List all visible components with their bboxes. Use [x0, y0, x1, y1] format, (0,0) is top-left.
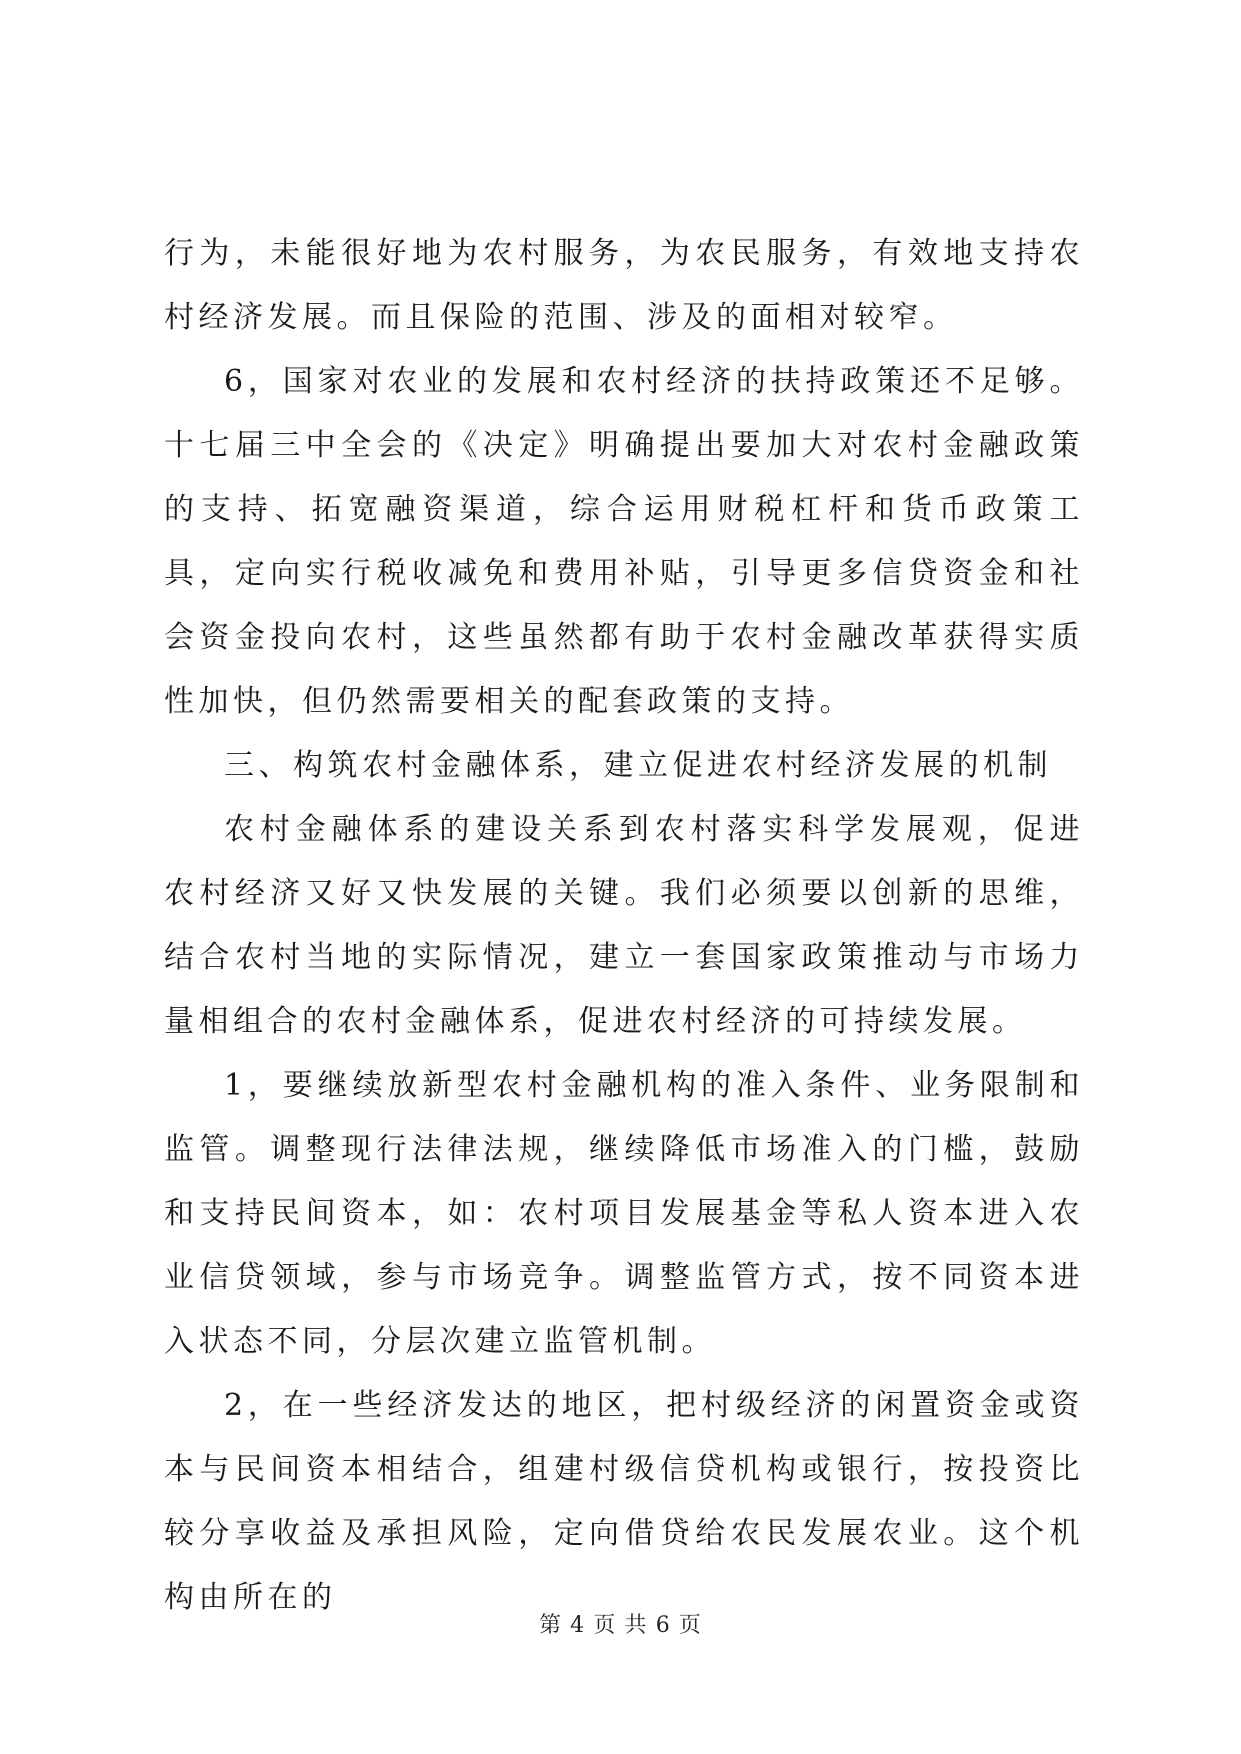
paragraph-item-1: 1，要继续放新型农村金融机构的准入条件、业务限制和监管。调整现行法律法规，继续降低市场准入的门槛，鼓励和支持民间资本，如：农村项目发展基金等私人资本进入农业信贷领域，参与市场竞争。调整监管方式，按不同资本进入状态不同，分层次建立监管机制。	[164, 1068, 1084, 1359]
paragraph-continuation: 行为，未能很好地为农村服务，为农民服务，有效地支持农村经济发展。而且保险的范围、涉及的面相对较窄。	[164, 236, 1084, 335]
paragraph-item-2: 2，在一些经济发达的地区，把村级经济的闲置资金或资本与民间资本相结合，组建村级信贷机构或银行，按投资比较分享收益及承担风险，定向借贷给农民发展农业。这个机构由所在的	[164, 1388, 1084, 1615]
paragraph-section-intro: 农村金融体系的建设关系到农村落实科学发展观，促进农村经济又好又快发展的关键。我们必须要以创新的思维，结合农村当地的实际情况，建立一套国家政策推动与市场力量相组合的农村金融体系，促进农村经济的可持续发展。	[164, 812, 1084, 1039]
section-heading-3: 三、构筑农村金融体系，建立促进农村经济发展的机制	[224, 748, 1052, 783]
paragraph-item-6: 6，国家对农业的发展和农村经济的扶持政策还不足够。十七届三中全会的《决定》明确提出要加大对农村金融政策的支持、拓宽融资渠道，综合运用财税杠杆和货币政策工具，定向实行税收减免和费用补贴，引导更多信贷资金和社会资金投向农村，这些虽然都有助于农村金融改革获得实质性加快，但仍然需要相关的配套政策的支持。	[164, 364, 1084, 719]
page-footer: 第 4 页 共 6 页	[538, 1613, 703, 1638]
document-body	[164, 222, 1084, 1630]
